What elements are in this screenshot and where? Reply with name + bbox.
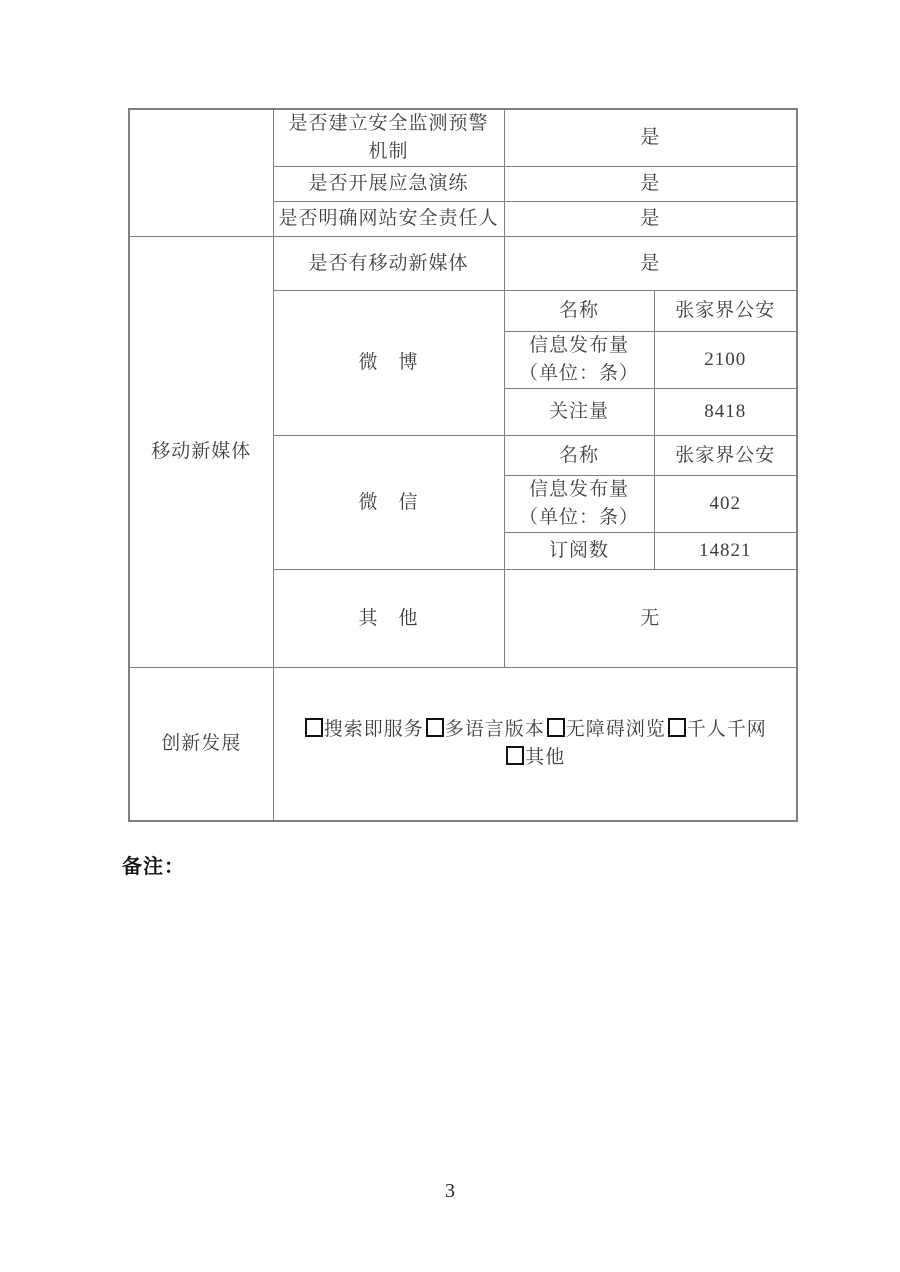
label-cell: 是否开展应急演练 (273, 167, 504, 202)
group-cell-wechat: 微 信 (273, 436, 504, 570)
annual-report-table (128, 108, 798, 822)
label-cell (273, 109, 504, 167)
page-number: 3 (445, 1180, 455, 1202)
row-label: （单位：条） (518, 507, 639, 528)
value-cell: 是 (504, 237, 797, 291)
table-row-security-monitor (129, 109, 797, 167)
option-label: 千人千网 (686, 718, 767, 740)
checkbox-icon[interactable] (506, 746, 524, 765)
table-row-innovation (129, 668, 797, 821)
checkbox-icon[interactable] (305, 718, 323, 737)
checkbox-icon[interactable] (547, 718, 565, 737)
label-cell: 名称 (504, 436, 654, 476)
section-cell-empty (129, 109, 273, 237)
innovation-option-search-as-service (303, 719, 424, 740)
label-cell (504, 332, 654, 389)
section-cell-innovation: 创新发展 (129, 668, 273, 821)
value-cell: 是 (504, 202, 797, 237)
row-label: 是否建立安全监测预警 (288, 113, 489, 134)
option-label: 多语言版本 (444, 718, 545, 740)
label-cell: 是否有移动新媒体 (273, 237, 504, 291)
row-label: 机制 (368, 141, 409, 162)
table-row-has-mobile-media (129, 237, 797, 291)
value-cell: 8418 (654, 389, 797, 436)
innovation-option-personalized (666, 719, 767, 740)
checkbox-icon[interactable] (668, 718, 686, 737)
innovation-option-accessibility (545, 719, 666, 740)
section-cell-mobile-media: 移动新媒体 (129, 237, 273, 668)
label-cell: 其 他 (273, 570, 504, 668)
value-cell: 14821 (654, 533, 797, 570)
label-cell: 订阅数 (504, 533, 654, 570)
option-label: 无障碍浏览 (565, 718, 666, 740)
notes-label: 备注： (122, 856, 185, 878)
value-cell: 402 (654, 476, 797, 533)
innovation-option-other (504, 747, 565, 768)
label-cell: 关注量 (504, 389, 654, 436)
innovation-options-cell (273, 668, 797, 821)
value-cell: 无 (504, 570, 797, 668)
group-cell-weibo: 微 博 (273, 291, 504, 436)
value-cell: 张家界公安 (654, 436, 797, 476)
value-cell: 是 (504, 109, 797, 167)
value-cell: 张家界公安 (654, 291, 797, 332)
label-cell: 是否明确网站安全责任人 (273, 202, 504, 237)
option-label: 其他 (525, 746, 566, 768)
value-cell: 2100 (654, 332, 797, 389)
row-label: 信息发布量 (528, 479, 629, 500)
checkbox-icon[interactable] (426, 718, 444, 737)
value-cell: 是 (504, 167, 797, 202)
label-cell: 名称 (504, 291, 654, 332)
row-label: （单位：条） (518, 363, 639, 384)
row-label: 信息发布量 (528, 335, 629, 356)
option-label: 搜索即服务 (323, 718, 424, 740)
innovation-option-multilingual (424, 719, 545, 740)
label-cell (504, 476, 654, 533)
